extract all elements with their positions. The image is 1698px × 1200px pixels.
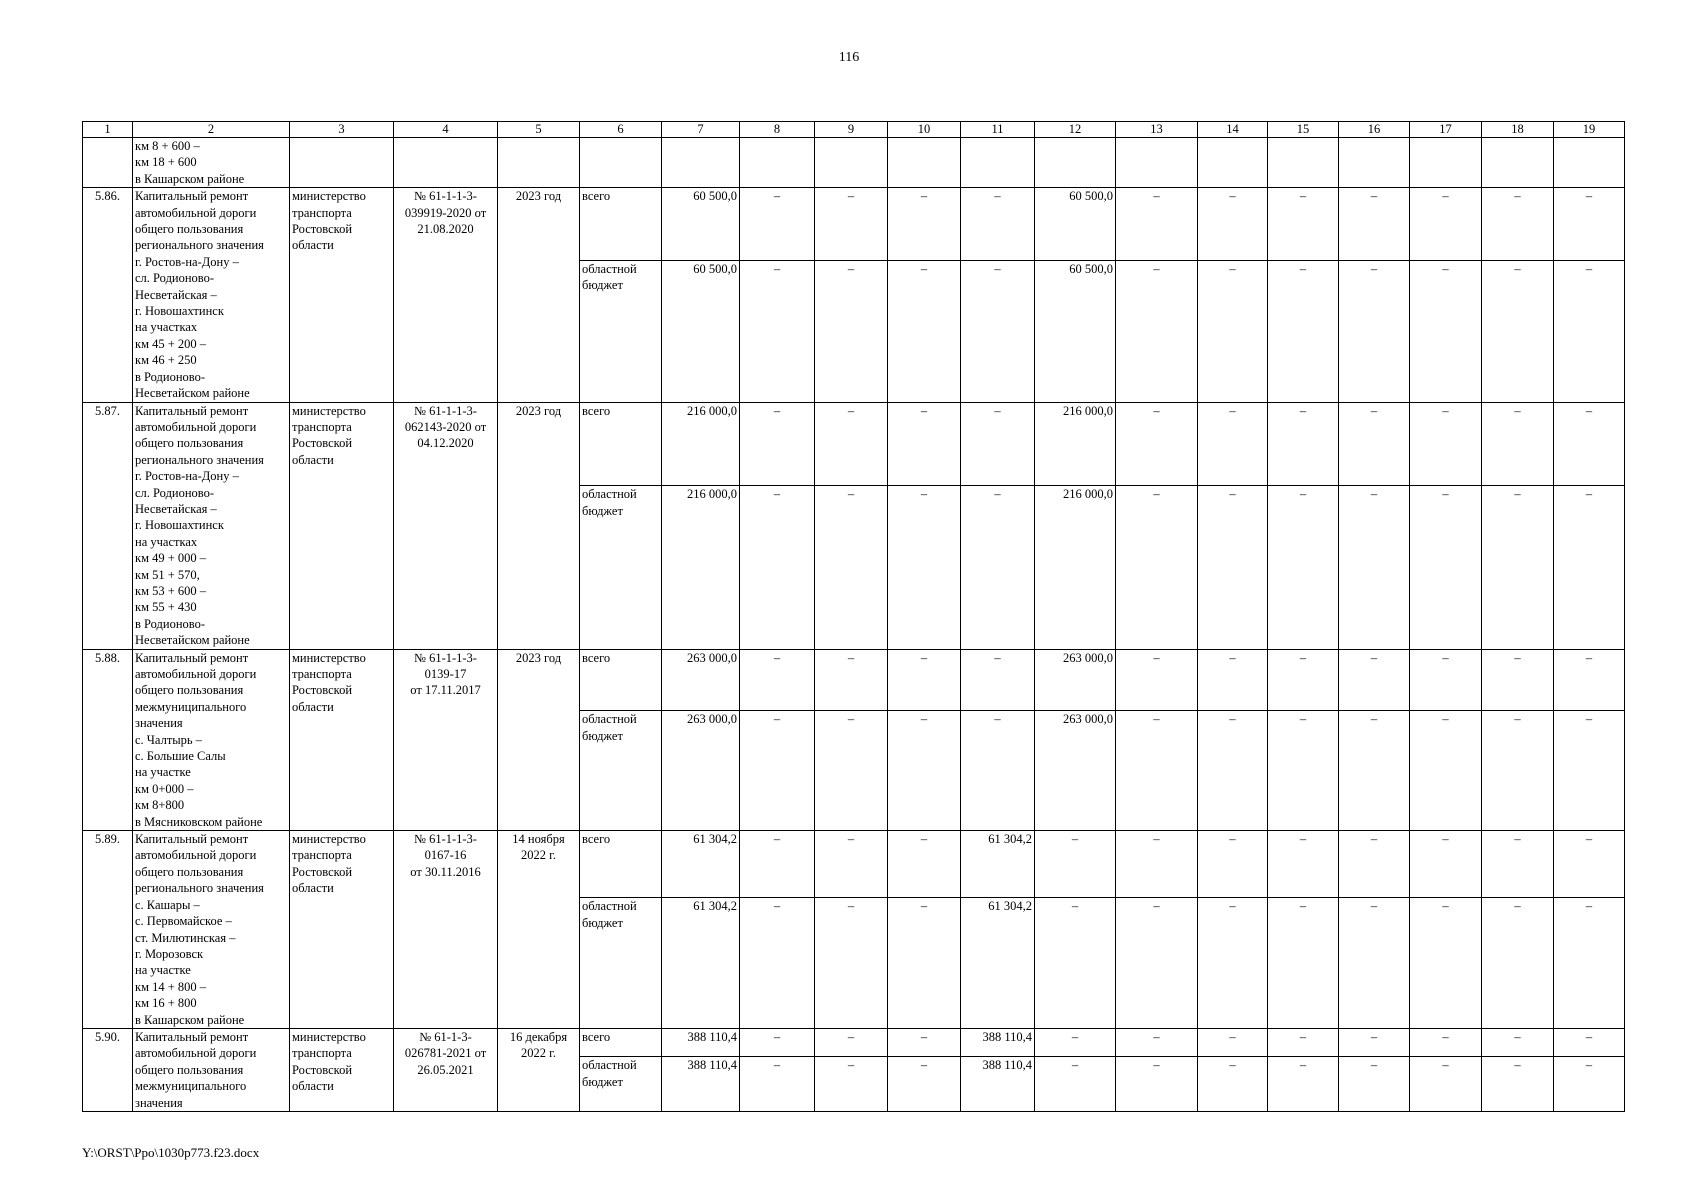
amount-cell: –: [1339, 711, 1410, 831]
column-header: 8: [740, 122, 815, 138]
amount-cell: –: [1339, 898, 1410, 1029]
amount-cell: –: [888, 1028, 961, 1056]
empty-cell: [1198, 138, 1268, 188]
empty-cell: [1035, 138, 1116, 188]
amount-cell: 216 000,0: [662, 402, 740, 486]
amount-cell: –: [740, 1057, 815, 1112]
amount-cell: –: [1482, 831, 1554, 898]
column-header: 9: [815, 122, 888, 138]
amount-cell: –: [740, 402, 815, 486]
column-header: 13: [1116, 122, 1198, 138]
amount-cell: –: [1554, 898, 1625, 1029]
column-header: 19: [1554, 122, 1625, 138]
term-cell: 2023 год: [498, 649, 580, 830]
empty-cell: [1268, 138, 1339, 188]
budget-table: [82, 121, 1625, 1112]
column-header: 15: [1268, 122, 1339, 138]
column-header: 5: [498, 122, 580, 138]
column-header: 1: [83, 122, 133, 138]
amount-cell: –: [1554, 1028, 1625, 1056]
column-header: 12: [1035, 122, 1116, 138]
amount-cell: –: [1116, 711, 1198, 831]
amount-cell: –: [1482, 1057, 1554, 1112]
amount-cell: –: [1116, 1028, 1198, 1056]
document-cell: № 61-1-3- 026781-2021 от 26.05.2021: [394, 1028, 498, 1111]
amount-cell: –: [815, 898, 888, 1029]
term-cell: 2023 год: [498, 188, 580, 402]
amount-cell: –: [740, 831, 815, 898]
funding-source-cell: всего: [580, 188, 662, 261]
amount-cell: –: [1268, 402, 1339, 486]
amount-cell: –: [1339, 831, 1410, 898]
column-header: 6: [580, 122, 662, 138]
amount-cell: –: [1268, 188, 1339, 261]
amount-cell: –: [1339, 1057, 1410, 1112]
funding-source-cell: областной бюджет: [580, 261, 662, 402]
amount-cell: 61 304,2: [961, 831, 1035, 898]
amount-cell: –: [1268, 1028, 1339, 1056]
table-row: [83, 1028, 1625, 1056]
amount-cell: –: [888, 711, 961, 831]
empty-cell: [1554, 138, 1625, 188]
empty-cell: [961, 138, 1035, 188]
executor-cell: министерство транспорта Ростовской области: [290, 188, 394, 402]
amount-cell: –: [740, 649, 815, 711]
amount-cell: –: [1482, 711, 1554, 831]
column-header: 7: [662, 122, 740, 138]
column-header: 14: [1198, 122, 1268, 138]
row-number-cell: 5.86.: [83, 188, 133, 402]
table-row: [83, 402, 1625, 486]
row-number-cell: 5.90.: [83, 1028, 133, 1111]
amount-cell: –: [1268, 486, 1339, 649]
empty-cell: [580, 138, 662, 188]
amount-cell: –: [1198, 898, 1268, 1029]
amount-cell: –: [888, 831, 961, 898]
amount-cell: –: [740, 898, 815, 1029]
amount-cell: –: [1116, 402, 1198, 486]
amount-cell: 388 110,4: [961, 1028, 1035, 1056]
amount-cell: –: [1410, 1057, 1482, 1112]
amount-cell: 60 500,0: [662, 261, 740, 402]
funding-source-cell: всего: [580, 1028, 662, 1056]
funding-source-cell: областной бюджет: [580, 711, 662, 831]
object-name-cell: Капитальный ремонт автомобильной дороги общего пользования регионального значения с. Кашары – с. Первомайское – ст. Милютинская – г. Морозовск на участке км 14 + 800 – км 16 + 800 в Кашарском районе: [133, 831, 290, 1029]
amount-cell: –: [1410, 898, 1482, 1029]
amount-cell: –: [1035, 898, 1116, 1029]
amount-cell: –: [888, 402, 961, 486]
column-header: 2: [133, 122, 290, 138]
amount-cell: 61 304,2: [662, 831, 740, 898]
amount-cell: –: [1268, 711, 1339, 831]
column-header: 10: [888, 122, 961, 138]
amount-cell: 388 110,4: [662, 1057, 740, 1112]
amount-cell: –: [1198, 711, 1268, 831]
amount-cell: –: [961, 486, 1035, 649]
table-row: [83, 188, 1625, 261]
amount-cell: –: [1482, 486, 1554, 649]
amount-cell: –: [1268, 898, 1339, 1029]
object-name-cell: Капитальный ремонт автомобильной дороги общего пользования регионального значения г. Ростов-на-Дону – сл. Родионово- Несветайская – г. Новошахтинск на участках км 49 + 000 – км 51 + 570, км 53 + 600 – км 55 + 430 в Родионово- Несветайском районе: [133, 402, 290, 649]
empty-cell: [815, 138, 888, 188]
amount-cell: –: [1410, 711, 1482, 831]
amount-cell: –: [961, 402, 1035, 486]
amount-cell: 263 000,0: [1035, 649, 1116, 711]
funding-source-cell: областной бюджет: [580, 898, 662, 1029]
amount-cell: –: [1554, 402, 1625, 486]
amount-cell: –: [1410, 402, 1482, 486]
amount-cell: –: [1554, 649, 1625, 711]
amount-cell: –: [1554, 188, 1625, 261]
amount-cell: –: [1198, 402, 1268, 486]
document-cell: № 61-1-1-3- 0139-17 от 17.11.2017: [394, 649, 498, 830]
amount-cell: –: [1198, 649, 1268, 711]
footer-file-path: Y:\ORST\Ppo\1030p773.f23.docx: [82, 1145, 260, 1160]
column-header: 16: [1339, 122, 1410, 138]
amount-cell: 263 000,0: [662, 711, 740, 831]
amount-cell: –: [1482, 188, 1554, 261]
amount-cell: –: [815, 261, 888, 402]
amount-cell: –: [1339, 188, 1410, 261]
funding-source-cell: всего: [580, 402, 662, 486]
object-name-cell: км 8 + 600 – км 18 + 600 в Кашарском районе: [133, 138, 290, 188]
executor-cell: министерство транспорта Ростовской области: [290, 402, 394, 649]
amount-cell: –: [961, 188, 1035, 261]
amount-cell: 60 500,0: [662, 188, 740, 261]
amount-cell: –: [1554, 261, 1625, 402]
column-header: 18: [1482, 122, 1554, 138]
executor-cell: министерство транспорта Ростовской области: [290, 831, 394, 1029]
amount-cell: –: [1116, 486, 1198, 649]
funding-source-cell: всего: [580, 831, 662, 898]
amount-cell: –: [888, 188, 961, 261]
amount-cell: –: [888, 898, 961, 1029]
amount-cell: –: [888, 1057, 961, 1112]
amount-cell: –: [1198, 188, 1268, 261]
amount-cell: –: [1482, 1028, 1554, 1056]
amount-cell: –: [740, 261, 815, 402]
amount-cell: –: [1116, 1057, 1198, 1112]
amount-cell: –: [1482, 649, 1554, 711]
amount-cell: 61 304,2: [961, 898, 1035, 1029]
term-cell: 2023 год: [498, 402, 580, 649]
empty-cell: [394, 138, 498, 188]
term-cell: 14 ноября 2022 г.: [498, 831, 580, 1029]
amount-cell: –: [1410, 486, 1482, 649]
amount-cell: –: [815, 1057, 888, 1112]
amount-cell: –: [1198, 261, 1268, 402]
amount-cell: –: [1410, 261, 1482, 402]
column-header: 4: [394, 122, 498, 138]
amount-cell: –: [1339, 261, 1410, 402]
amount-cell: –: [961, 711, 1035, 831]
object-name-cell: Капитальный ремонт автомобильной дороги общего пользования межмуниципального значения: [133, 1028, 290, 1111]
amount-cell: 60 500,0: [1035, 261, 1116, 402]
amount-cell: –: [961, 261, 1035, 402]
column-header: 11: [961, 122, 1035, 138]
amount-cell: –: [1116, 831, 1198, 898]
amount-cell: –: [1268, 831, 1339, 898]
amount-cell: 61 304,2: [662, 898, 740, 1029]
empty-cell: [740, 138, 815, 188]
header-row: [83, 122, 1625, 138]
empty-cell: [1482, 138, 1554, 188]
amount-cell: 216 000,0: [1035, 402, 1116, 486]
amount-cell: –: [1339, 402, 1410, 486]
amount-cell: –: [815, 486, 888, 649]
amount-cell: –: [1198, 1028, 1268, 1056]
document-cell: № 61-1-1-3- 039919-2020 от 21.08.2020: [394, 188, 498, 402]
amount-cell: –: [815, 711, 888, 831]
amount-cell: –: [888, 486, 961, 649]
amount-cell: –: [1268, 261, 1339, 402]
funding-source-cell: областной бюджет: [580, 486, 662, 649]
funding-source-cell: областной бюджет: [580, 1057, 662, 1112]
amount-cell: –: [1339, 486, 1410, 649]
amount-cell: 388 110,4: [961, 1057, 1035, 1112]
amount-cell: –: [1410, 1028, 1482, 1056]
amount-cell: –: [1198, 831, 1268, 898]
amount-cell: –: [1410, 831, 1482, 898]
amount-cell: 216 000,0: [662, 486, 740, 649]
amount-cell: –: [1116, 649, 1198, 711]
empty-cell: [1116, 138, 1198, 188]
amount-cell: –: [888, 261, 961, 402]
amount-cell: –: [1198, 486, 1268, 649]
amount-cell: –: [1116, 188, 1198, 261]
document-cell: № 61-1-1-3- 0167-16 от 30.11.2016: [394, 831, 498, 1029]
amount-cell: –: [1268, 1057, 1339, 1112]
amount-cell: –: [1035, 831, 1116, 898]
empty-cell: [1339, 138, 1410, 188]
row-number-cell: [83, 138, 133, 188]
column-header: 3: [290, 122, 394, 138]
executor-cell: министерство транспорта Ростовской области: [290, 649, 394, 830]
amount-cell: –: [961, 649, 1035, 711]
amount-cell: –: [1554, 831, 1625, 898]
funding-source-cell: всего: [580, 649, 662, 711]
amount-cell: –: [1482, 898, 1554, 1029]
amount-cell: –: [815, 1028, 888, 1056]
amount-cell: –: [815, 188, 888, 261]
row-number-cell: 5.89.: [83, 831, 133, 1029]
amount-cell: –: [815, 649, 888, 711]
object-name-cell: Капитальный ремонт автомобильной дороги общего пользования регионального значения г. Ростов-на-Дону – сл. Родионово- Несветайская – г. Новошахтинск на участках км 45 + 200 – км 46 + 250 в Родионово- Несветайском районе: [133, 188, 290, 402]
document-cell: № 61-1-1-3- 062143-2020 от 04.12.2020: [394, 402, 498, 649]
row-number-cell: 5.88.: [83, 649, 133, 830]
amount-cell: –: [740, 486, 815, 649]
amount-cell: –: [1339, 649, 1410, 711]
amount-cell: –: [740, 188, 815, 261]
amount-cell: –: [1554, 1057, 1625, 1112]
amount-cell: –: [740, 1028, 815, 1056]
empty-cell: [290, 138, 394, 188]
amount-cell: 60 500,0: [1035, 188, 1116, 261]
object-name-cell: Капитальный ремонт автомобильной дороги общего пользования межмуниципального значения с. Чалтырь – с. Большие Салы на участке км 0+000 – км 8+800 в Мясниковском районе: [133, 649, 290, 830]
amount-cell: 263 000,0: [662, 649, 740, 711]
row-number-cell: 5.87.: [83, 402, 133, 649]
empty-cell: [498, 138, 580, 188]
empty-cell: [662, 138, 740, 188]
amount-cell: 263 000,0: [1035, 711, 1116, 831]
amount-cell: –: [1482, 402, 1554, 486]
table-row: [83, 649, 1625, 711]
column-header: 17: [1410, 122, 1482, 138]
amount-cell: –: [1035, 1028, 1116, 1056]
amount-cell: –: [1116, 261, 1198, 402]
amount-cell: –: [740, 711, 815, 831]
amount-cell: –: [815, 402, 888, 486]
continuation-row: [83, 138, 1625, 188]
amount-cell: –: [815, 831, 888, 898]
empty-cell: [888, 138, 961, 188]
amount-cell: –: [1554, 486, 1625, 649]
amount-cell: –: [1198, 1057, 1268, 1112]
page-number: 116: [838, 50, 860, 65]
amount-cell: –: [1554, 711, 1625, 831]
term-cell: 16 декабря 2022 г.: [498, 1028, 580, 1111]
amount-cell: 388 110,4: [662, 1028, 740, 1056]
amount-cell: –: [1410, 188, 1482, 261]
amount-cell: –: [1482, 261, 1554, 402]
amount-cell: –: [888, 649, 961, 711]
amount-cell: –: [1410, 649, 1482, 711]
executor-cell: министерство транспорта Ростовской области: [290, 1028, 394, 1111]
amount-cell: –: [1035, 1057, 1116, 1112]
table-row: [83, 831, 1625, 898]
amount-cell: 216 000,0: [1035, 486, 1116, 649]
empty-cell: [1410, 138, 1482, 188]
amount-cell: –: [1268, 649, 1339, 711]
amount-cell: –: [1339, 1028, 1410, 1056]
amount-cell: –: [1116, 898, 1198, 1029]
